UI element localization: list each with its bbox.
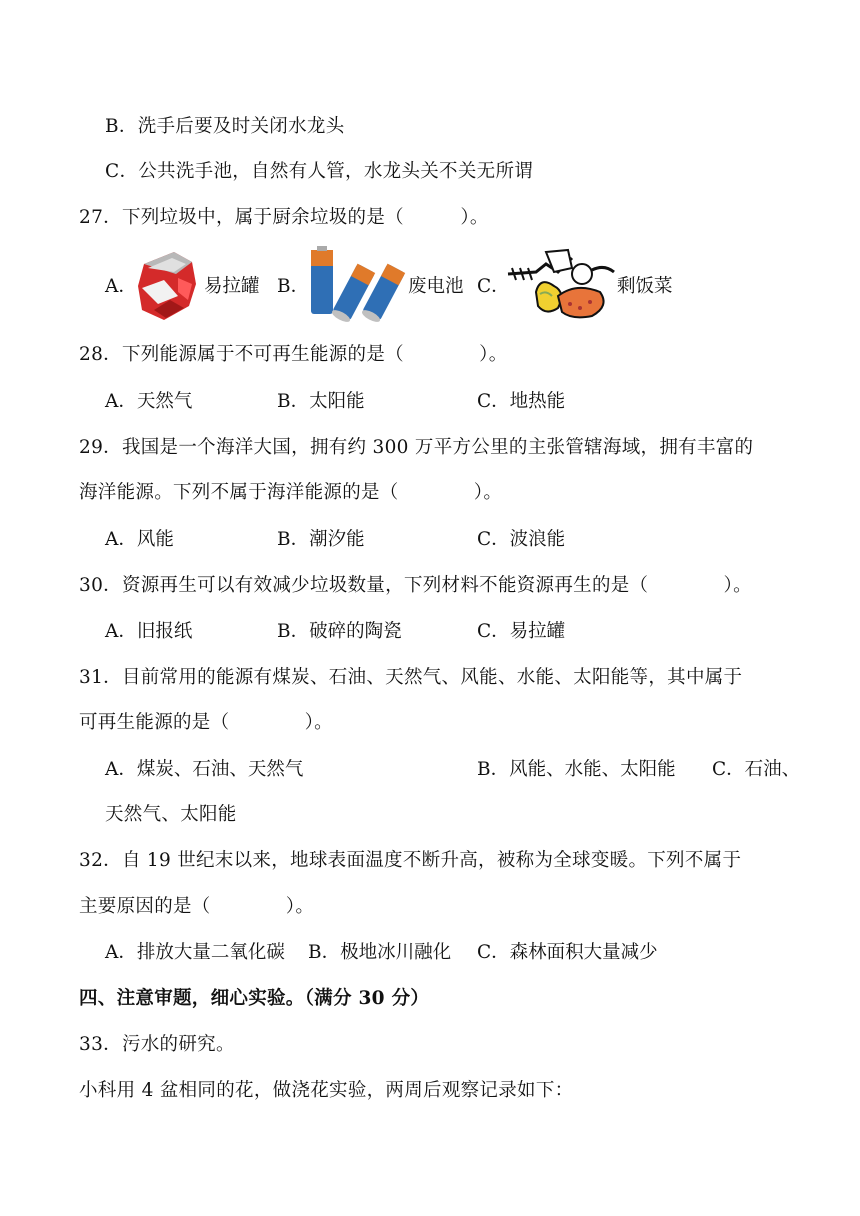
q28-option-b: B．太阳能 xyxy=(277,391,365,412)
q27-question: 27．下列垃圾中，属于厨余垃圾的是（ ）。 xyxy=(79,207,489,228)
q31-option-c-wrap: 天然气、太阳能 xyxy=(105,804,237,825)
q30-option-c: C．易拉罐 xyxy=(477,621,566,642)
q33-question: 33．污水的研究。 xyxy=(79,1034,235,1055)
q29-question-line2: 海洋能源。下列不属于海洋能源的是（ ）。 xyxy=(79,482,503,503)
q29-option-b: B．潮汐能 xyxy=(277,529,365,550)
batteries-icon xyxy=(305,244,407,326)
q28-option-c: C．地热能 xyxy=(477,391,566,412)
q33-intro: 小科用 4 盆相同的花，做浇花实验，两周后观察记录如下： xyxy=(79,1080,574,1101)
q32-option-b: B．极地冰川融化 xyxy=(308,942,452,963)
q26-option-b: B．洗手后要及时关闭水龙头 xyxy=(105,116,345,137)
q27-option-c-prefix: C． xyxy=(477,276,510,297)
section-heading: 四、注意审题，细心实验。（满分 30 分） xyxy=(79,988,430,1009)
q27-option-c-label: 剩饭菜 xyxy=(617,276,673,297)
q32-option-a: A．排放大量二氧化碳 xyxy=(105,942,285,963)
q28-question: 28．下列能源属于不可再生能源的是（ ）。 xyxy=(79,344,508,365)
q31-option-a: A．煤炭、石油、天然气 xyxy=(105,759,304,780)
q31-question-line1: 31．目前常用的能源有煤炭、石油、天然气、风能、水能、太阳能等，其中属于 xyxy=(79,667,743,688)
q27-option-b-label: 废电池 xyxy=(408,276,464,297)
q32-option-c: C．森林面积大量减少 xyxy=(477,942,658,963)
q30-option-a: A．旧报纸 xyxy=(105,621,193,642)
q27-option-a-label: 易拉罐 xyxy=(204,276,260,297)
q31-option-c: C．石油、 xyxy=(712,759,801,780)
q30-option-b: B．破碎的陶瓷 xyxy=(277,621,402,642)
q27-option-b-prefix: B． xyxy=(277,276,310,297)
q29-question-line1: 29．我国是一个海洋大国，拥有约 300 万平方公里的主张管辖海域，拥有丰富的 xyxy=(79,437,754,458)
q30-question: 30．资源再生可以有效减少垃圾数量，下列材料不能资源再生的是（ ）。 xyxy=(79,575,752,596)
q28-option-a: A．天然气 xyxy=(105,391,193,412)
q31-option-b: B．风能、水能、太阳能 xyxy=(477,759,676,780)
q26-option-c: C．公共洗手池，自然有人管，水龙头关不关无所谓 xyxy=(105,161,534,182)
q27-option-a-prefix: A． xyxy=(105,276,137,297)
q29-option-c: C．波浪能 xyxy=(477,529,566,550)
q32-question-line1: 32．自 19 世纪末以来，地球表面温度不断升高，被称为全球变暖。下列不属于 xyxy=(79,850,742,871)
q29-option-a: A．风能 xyxy=(105,529,174,550)
crushed-can-icon xyxy=(134,244,204,326)
leftover-food-icon xyxy=(506,246,618,322)
q31-question-line2: 可再生能源的是（ ）。 xyxy=(79,712,333,733)
q32-question-line2: 主要原因的是（ ）。 xyxy=(79,896,315,917)
